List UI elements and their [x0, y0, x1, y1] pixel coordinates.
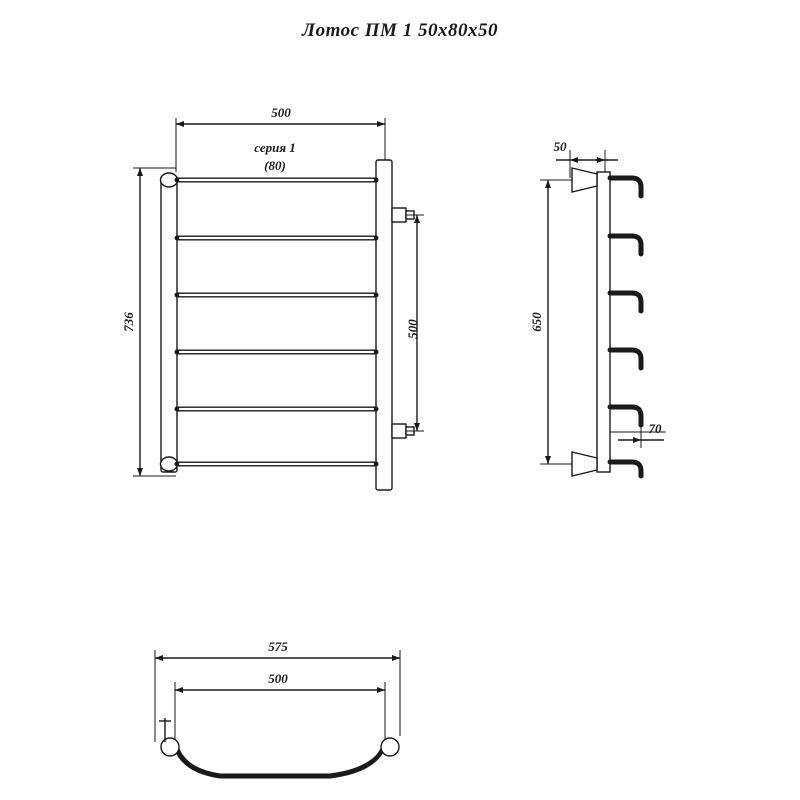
- side-bar-1: [610, 178, 641, 196]
- front-connector-top-fitting: [392, 208, 406, 222]
- side-dim-bracket-label: 70: [648, 421, 662, 436]
- top-dim-outer-arrow-left: [155, 655, 163, 661]
- top-dim-outer-label: 575: [268, 639, 288, 654]
- front-dim-connector-label: 500: [405, 319, 420, 339]
- front-dim-height-arrow-top: [137, 168, 143, 176]
- top-dim-inner-arrow-left: [175, 687, 183, 693]
- top-dim-inner-arrow-right: [377, 687, 385, 693]
- front-dim-conn-arrow-bottom: [414, 423, 420, 431]
- side-dim-height-arrow-bottom: [545, 456, 551, 464]
- front-series-sub-label: (80): [264, 158, 286, 173]
- top-view-group: [155, 639, 400, 776]
- side-bracket-top: [572, 168, 597, 192]
- side-main-vertical-tube: [597, 172, 610, 472]
- front-left-vertical-tube: [161, 176, 177, 472]
- side-dim-top-label: 50: [553, 139, 567, 154]
- front-right-vertical-tube: [376, 160, 392, 490]
- front-dim-height-arrow-bottom: [137, 468, 143, 476]
- side-bar-2: [610, 236, 641, 254]
- front-dim-conn-arrow-top: [414, 215, 420, 223]
- front-dim-width-label: 500: [271, 105, 291, 120]
- front-dim-width-arrow-left: [176, 121, 184, 127]
- top-dim-inner-label: 500: [268, 671, 288, 686]
- front-view-group: [121, 105, 424, 490]
- front-connector-bottom-fitting: [392, 424, 406, 438]
- page-title: Лотос ПМ 1 50х80х50: [302, 20, 498, 41]
- side-bar-5: [610, 407, 641, 425]
- side-dim-height-arrow-top: [545, 180, 551, 188]
- side-dim-bracket-arrow: [633, 437, 641, 443]
- front-dim-height-label: 736: [121, 312, 136, 332]
- side-bar-4: [610, 350, 641, 368]
- side-dim-top-arrow-right: [597, 157, 605, 163]
- top-curved-rail-highlight: [179, 744, 381, 772]
- front-dim-width-arrow-right: [377, 121, 385, 127]
- side-bar-6: [610, 462, 641, 476]
- side-bar-3: [610, 293, 641, 311]
- side-dim-height-label: 650: [529, 312, 544, 332]
- side-dim-top-arrow-left: [570, 157, 578, 163]
- top-right-end-cap: [381, 738, 399, 756]
- side-view-group: [529, 139, 666, 476]
- top-left-end-cap: [161, 738, 179, 756]
- side-bracket-bottom: [572, 452, 597, 476]
- top-dim-outer-arrow-right: [392, 655, 400, 661]
- front-series-label: серия 1: [254, 140, 296, 155]
